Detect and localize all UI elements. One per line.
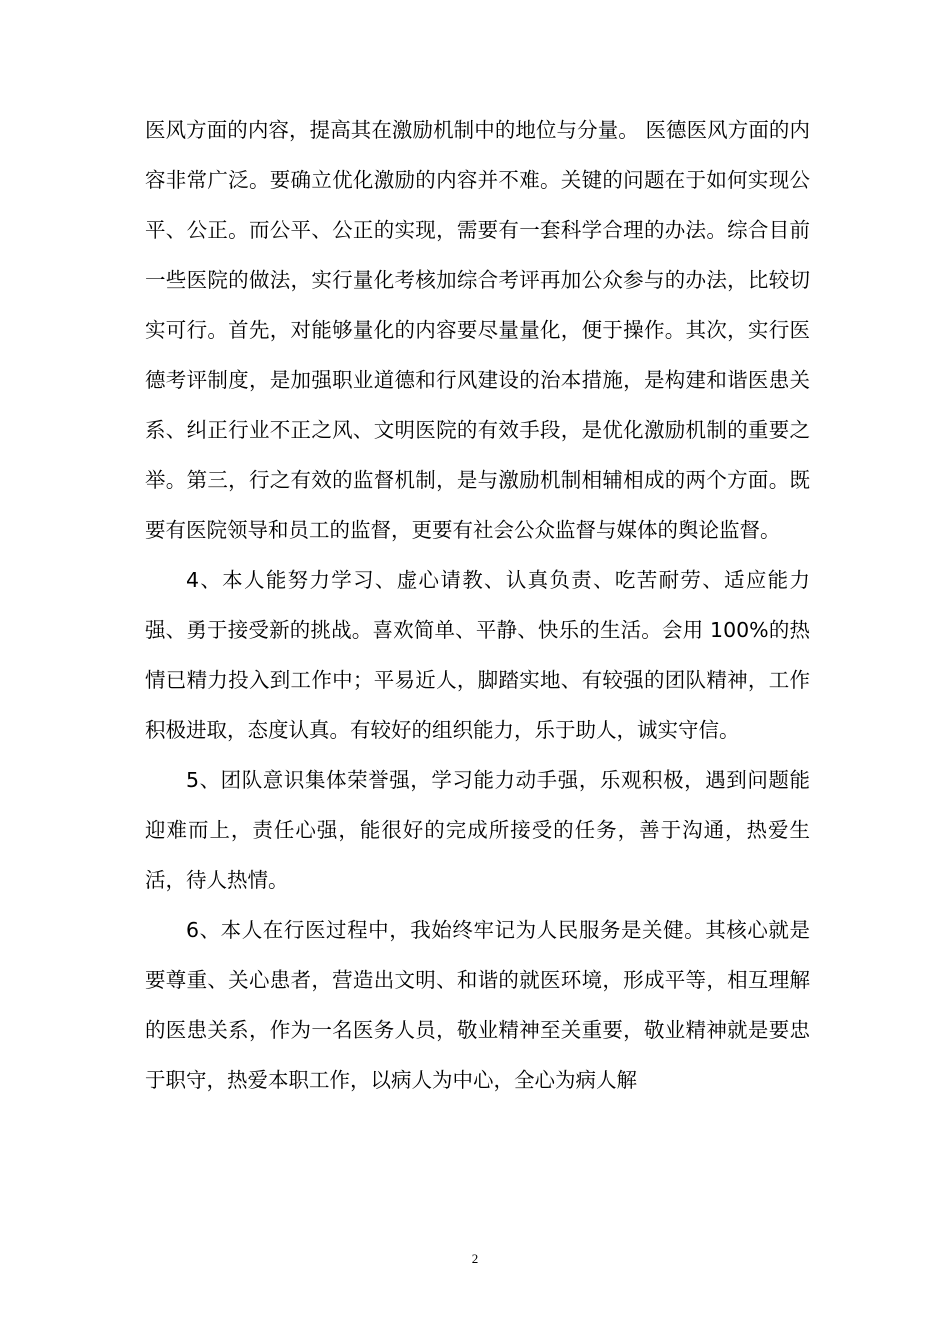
paragraph-3: 5、团队意识集体荣誉强，学习能力动手强，乐观积极，遇到问题能迎难而上，责任心强，能很好的完成所接受的任务，善于沟通，热爱生活，待人热情。 (145, 768, 810, 892)
paragraph-4: 6、本人在行医过程中，我始终牢记为人民服务是关健。其核心就是要尊重、关心患者，营造出文明、和谐的就医环境，形成平等，相互理解的医患关系，作为一名医务人员，敬业精神至关重要，敬业精神就是要忠于职守，热爱本职工作，以病人为中心，全心为病人解 (145, 918, 810, 1092)
paragraph-1: 医风方面的内容，提高其在激励机制中的地位与分量。 医德医风方面的内容非常广泛。要确立优化激励的内容并不难。关键的问题在于如何实现公平、公正。而公平、公正的实现，需要有一套科学合理的办法。综合目前一些医院的做法，实行量化考核加综合考评再加公众参与的办法，比较切实可行。首先，对能够量化的内容要尽量量化，便于操作。其次，实行医德考评制度，是加强职业道德和行风建设的治本措施，是构建和谐医患关系、纠正行业不正之风、文明医院的有效手段，是优化激励机制的重要之举。第三，行之有效的监督机制，是与激励机制相辅相成的两个方面。既要有医院领导和员工的监督，更要有社会公众监督与媒体的舆论监督。 (145, 118, 810, 542)
page-number: 2 (471, 1251, 479, 1266)
paragraph-2: 4、本人能努力学习、虚心请教、认真负责、吃苦耐劳、适应能力强、勇于接受新的挑战。喜欢简单、平静、快乐的生活。会用 100%的热情已精力投入到工作中；平易近人，脚踏实地、有较强的团队精神，工作积极进取，态度认真。有较好的组织能力，乐于助人，诚实守信。 (145, 568, 810, 742)
document-body (145, 105, 810, 1105)
